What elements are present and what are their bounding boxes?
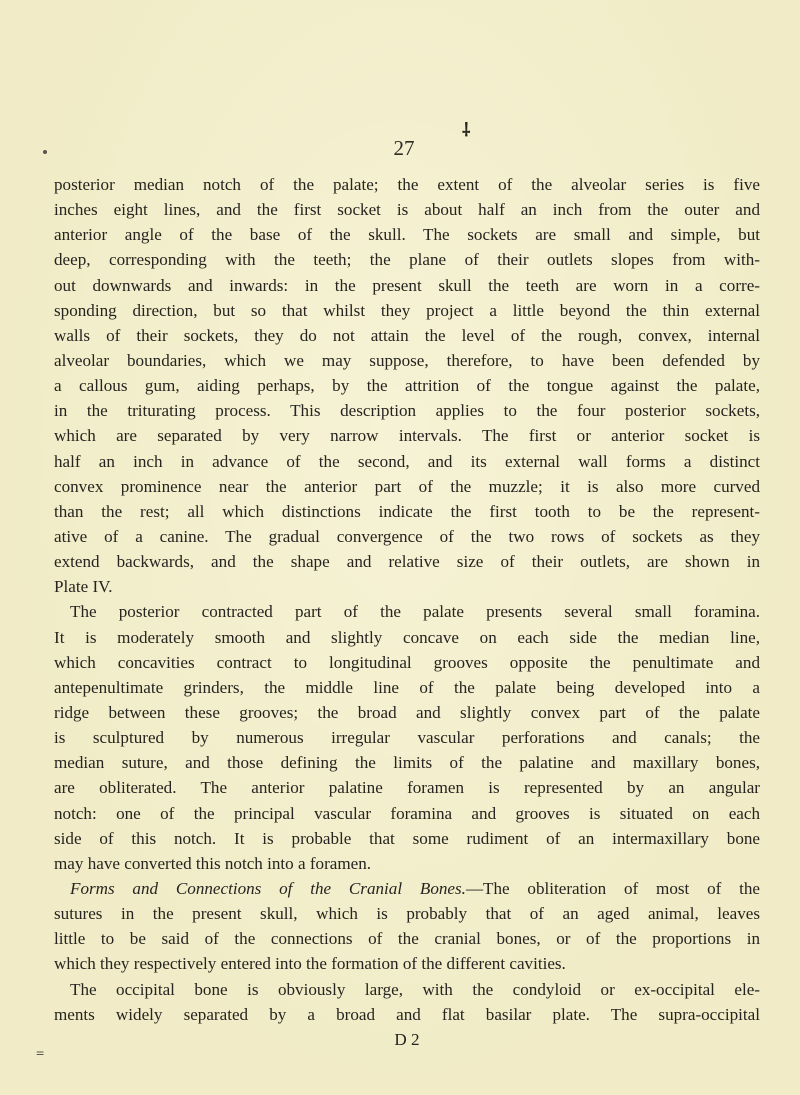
text-line: inches eight lines, and the first socket is about half an inch from the outer and bbox=[54, 200, 760, 220]
text-line: is sculptured by numerous irregular vascular perforations and canals; the bbox=[54, 728, 760, 748]
body-text bbox=[54, 172, 760, 1052]
text-line: convex prominence near the anterior part of the muzzle; it is also more curved bbox=[54, 476, 760, 496]
text-line: which they respectively entered into the formation of the different cavities. bbox=[54, 954, 566, 974]
section-heading-continuation: —The obliteration of most of the bbox=[465, 878, 760, 898]
text-line: in the triturating process. This description applies to the four posterior sockets, bbox=[54, 401, 760, 421]
text-line: ridge between these grooves; the broad and slightly convex part of the palate bbox=[54, 702, 760, 722]
text-line: are obliterated. The anterior palatine foramen is represented by an angular bbox=[54, 778, 760, 798]
text-line: ative of a canine. The gradual convergence of the two rows of sockets as they bbox=[54, 526, 760, 546]
section-heading: Forms and Connections of the Cranial Bones. bbox=[70, 878, 466, 898]
text-line: posterior median notch of the palate; the extent of the alveolar series is five bbox=[54, 175, 760, 194]
text-line: walls of their sockets, they do not attain the level of the rough, convex, internal bbox=[54, 325, 760, 345]
text-line: which concavities contract to longitudinal grooves opposite the penultimate and bbox=[54, 652, 760, 672]
text-line: out downwards and inwards: in the present skull the teeth are worn in a corre- bbox=[54, 275, 760, 295]
paragraph-start: The occipital bone is obviously large, with the condyloid or ex-occipital ele- bbox=[70, 979, 760, 999]
text-line: sutures in the present skull, which is probably that of an aged animal, leaves bbox=[54, 904, 760, 924]
margin-speck bbox=[43, 150, 47, 154]
bottom-margin-mark: ᐀ bbox=[36, 1046, 45, 1061]
text-line: median suture, and those defining the limits of the palatine and maxillary bones, bbox=[54, 753, 760, 773]
signature-mark: D 2 bbox=[394, 1029, 420, 1049]
text-line: which are separated by very narrow intervals. The first or anterior socket is bbox=[54, 426, 760, 446]
text-line: ments widely separated by a broad and flat basilar plate. The supra-occipital bbox=[54, 1004, 760, 1024]
text-line: It is moderately smooth and slightly concave on each side the median line, bbox=[54, 627, 760, 647]
text-line: half an inch in advance of the second, and its external wall forms a distinct bbox=[54, 451, 760, 471]
text-line: may have converted this notch into a foramen. bbox=[54, 853, 372, 873]
text-line: little to be said of the connections of the cranial bones, or of the proportions in bbox=[54, 929, 760, 949]
text-line: extend backwards, and the shape and relative size of their outlets, are shown in bbox=[54, 552, 760, 572]
text-line: alveolar boundaries, which we may suppose, therefore, to have been defended by bbox=[54, 350, 760, 370]
text-line: anterior angle of the base of the skull. The sockets are small and simple, but bbox=[54, 225, 760, 245]
text-line: antepenultimate grinders, the middle line of the palate being developed into a bbox=[54, 677, 760, 697]
text-line: sponding direction, but so that whilst they project a little beyond the thin external bbox=[54, 300, 760, 320]
section-heading-line bbox=[54, 876, 760, 901]
text-line: notch: one of the principal vascular foramina and grooves is situated on each bbox=[54, 803, 760, 823]
paragraph-start: The posterior contracted part of the palate presents several small foramina. bbox=[70, 602, 760, 622]
text-line: deep, corresponding with the teeth; the plane of their outlets slopes from with- bbox=[54, 250, 760, 270]
printer-mark: ⸸ bbox=[462, 120, 471, 140]
page-number: 27 bbox=[393, 136, 415, 160]
text-line: than the rest; all which distinctions indicate the first tooth to be the represent- bbox=[54, 501, 760, 521]
text-line: side of this notch. It is probable that some rudiment of an intermaxillary bone bbox=[54, 828, 760, 848]
text-line: Plate IV. bbox=[54, 577, 113, 597]
text-line: a callous gum, aiding perhaps, by the attrition of the tongue against the palate, bbox=[54, 376, 760, 396]
